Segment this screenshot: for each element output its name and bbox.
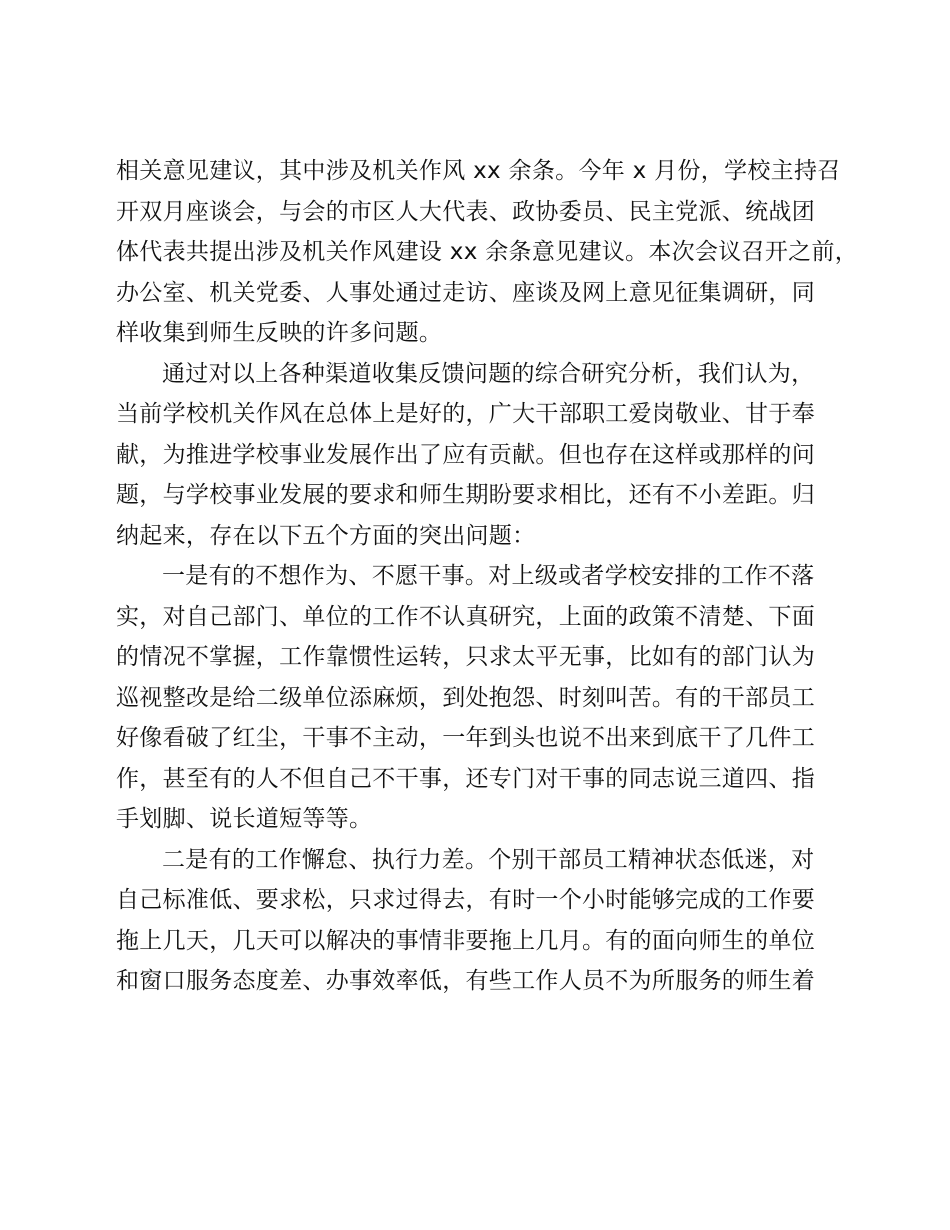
text-line: 样收集到师生反映的许多问题。 bbox=[116, 320, 443, 346]
text-line: 办公室、机关党委、人事处通过走访、座谈及网上意见征集调研，同 bbox=[116, 279, 815, 306]
body-text bbox=[116, 151, 859, 1002]
text-line: 和窗口服务态度差、办事效率低，有些工作人员不为所服务的师生着 bbox=[116, 968, 815, 994]
text-line: 拖上几天，几天可以解决的事情非要拖上几月。有的面向师生的单位 bbox=[116, 927, 815, 954]
text-line: 纳起来，存在以下五个方面的突出问题： bbox=[116, 522, 536, 549]
text-line: 自己标准低、要求松，只求过得去，有时一个小时能够完成的工作要 bbox=[116, 887, 815, 913]
text-line: 相关意见建议，其中涉及机关作风 xx 余条。今年 x 月份，学校主持召 bbox=[116, 158, 841, 184]
text-line: 题，与学校事业发展的要求和师生期盼要求相比，还有不小差距。归 bbox=[116, 482, 815, 508]
text-line: 手划脚、说长道短等等。 bbox=[116, 806, 373, 832]
text-line: 当前学校机关作风在总体上是好的，广大干部职工爱岗敬业、甘于奉 bbox=[116, 401, 815, 427]
text-line-indented: 一是有的不想作为、不愿干事。对上级或者学校安排的工作不落 bbox=[162, 563, 815, 589]
text-line: 好像看破了红尘，干事不主动，一年到头也说不出来到底干了几件工 bbox=[116, 725, 815, 751]
text-line: 实，对自己部门、单位的工作不认真研究，上面的政策不清楚、下面 bbox=[116, 603, 815, 630]
text-line: 作，甚至有的人不但自己不干事，还专门对干事的同志说三道四、指 bbox=[116, 765, 815, 792]
text-line-indented: 通过对以上各种渠道收集反馈问题的综合研究分析，我们认为， bbox=[162, 360, 815, 387]
text-line: 献，为推进学校事业发展作出了应有贡献。但也存在这样或那样的问 bbox=[116, 441, 815, 468]
text-line: 体代表共提出涉及机关作风建设 xx 余条意见建议。本次会议召开之前， bbox=[116, 239, 859, 265]
text-line: 巡视整改是给二级单位添麻烦，到处抱怨、时刻叫苦。有的干部员工 bbox=[116, 684, 815, 711]
text-line-indented: 二是有的工作懈怠、执行力差。个别干部员工精神状态低迷，对 bbox=[162, 846, 815, 873]
text-line: 开双月座谈会，与会的市区人大代表、政协委员、民主党派、统战团 bbox=[116, 198, 815, 225]
text-line: 的情况不掌握，工作靠惯性运转，只求太平无事，比如有的部门认为 bbox=[116, 644, 815, 670]
